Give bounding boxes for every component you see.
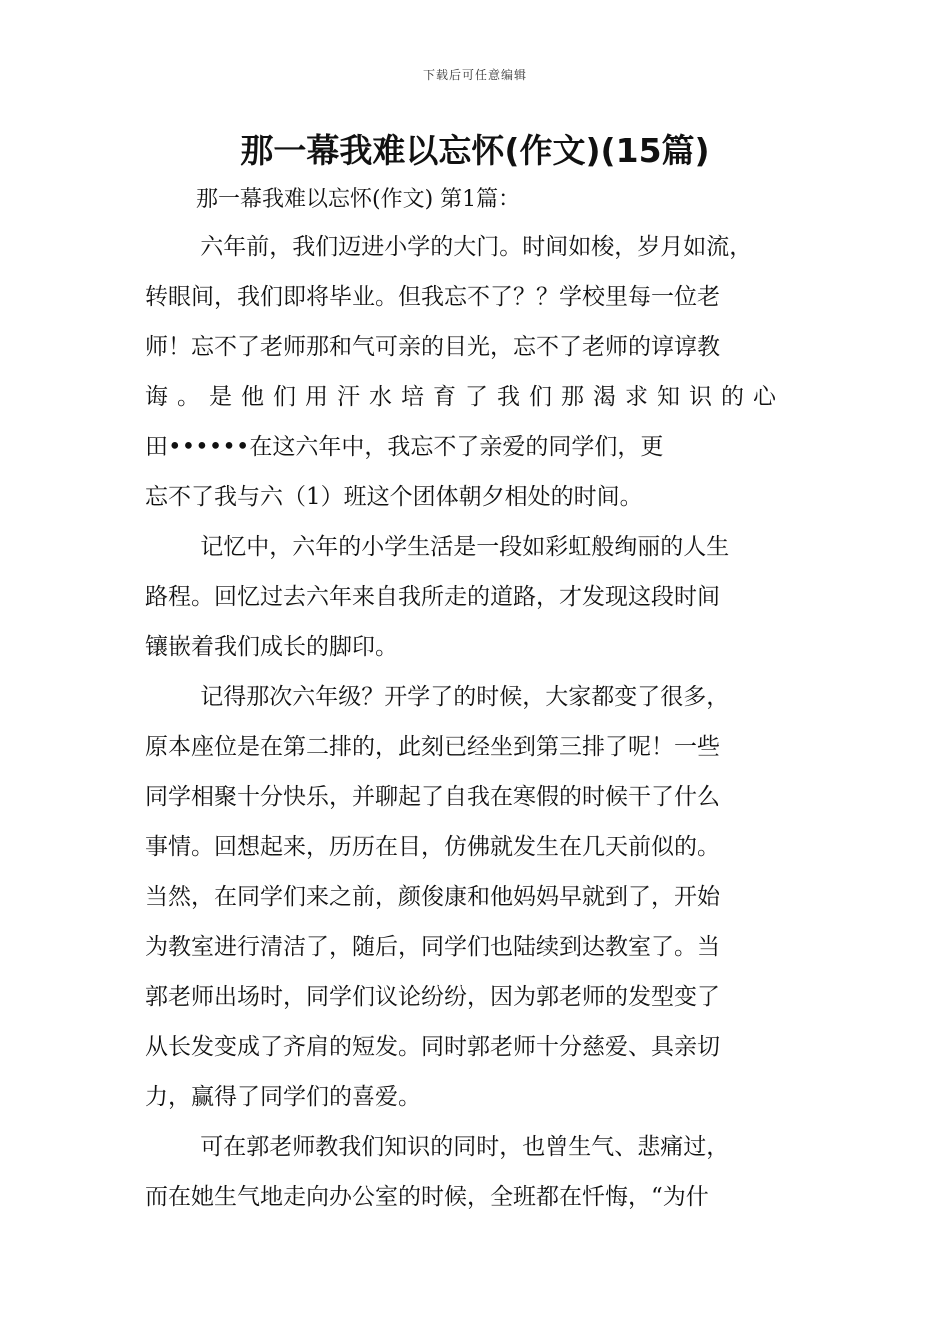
- paragraph-1: [145, 222, 805, 522]
- text-line: 诲。是他们用汗水培育了我们那渴求知识的心: [145, 384, 785, 410]
- text-line: 记忆中，六年的小学生活是一段如彩虹般绚丽的人生: [200, 534, 730, 560]
- paragraph-3: [145, 672, 805, 1122]
- paragraph-4: [145, 1122, 805, 1222]
- paragraph-2: [145, 522, 805, 672]
- text-line: 原本座位是在第二排的，此刻已经坐到第三排了呢！一些: [145, 734, 720, 760]
- header-note: 下载后可任意编辑: [422, 68, 527, 82]
- text-line: 当然，在同学们来之前，颜俊康和他妈妈早就到了，开始: [145, 884, 720, 910]
- text-line: 同学相聚十分快乐，并聊起了自我在寒假的时候干了什么: [145, 784, 720, 810]
- text-line: 为教室进行清洁了，随后，同学们也陆续到达教室了。当: [145, 934, 720, 960]
- chapter-heading: 那一幕我难以忘怀(作文) 第1篇：: [196, 187, 521, 212]
- text-line: 事情。回想起来，历历在目，仿佛就发生在几天前似的。: [145, 834, 720, 860]
- text-line: 路程。回忆过去六年来自我所走的道路，才发现这段时间: [145, 584, 720, 610]
- text-line: 从长发变成了齐肩的短发。同时郭老师十分慈爱、具亲切: [145, 1034, 720, 1060]
- text-line: 而在她生气地走向办公室的时候，全班都在忏悔，“为什: [145, 1184, 709, 1210]
- text-line: 镶嵌着我们成长的脚印。: [145, 634, 398, 660]
- document-title: 那一幕我难以忘怀(作文)(15篇): [240, 131, 710, 170]
- text-line: 郭老师出场时，同学们议论纷纷，因为郭老师的发型变了: [145, 984, 720, 1010]
- text-line: 转眼间，我们即将毕业。但我忘不了？？学校里每一位老: [145, 284, 720, 310]
- document-body: [145, 222, 805, 1222]
- text-line: 力，赢得了同学们的喜爱。: [145, 1084, 421, 1110]
- text-line: 六年前，我们迈进小学的大门。时间如梭，岁月如流，: [200, 234, 753, 260]
- text-line: 忘不了我与六（1）班这个团体朝夕相处的时间。: [145, 484, 643, 510]
- text-line: 可在郭老师教我们知识的同时，也曾生气、悲痛过，: [200, 1134, 730, 1160]
- text-line: 师！忘不了老师那和气可亲的目光，忘不了老师的谆谆教: [145, 334, 720, 360]
- text-line: 记得那次六年级？开学了的时候，大家都变了很多，: [200, 684, 730, 710]
- text-line: 田••••••在这六年中，我忘不了亲爱的同学们，更: [145, 434, 664, 460]
